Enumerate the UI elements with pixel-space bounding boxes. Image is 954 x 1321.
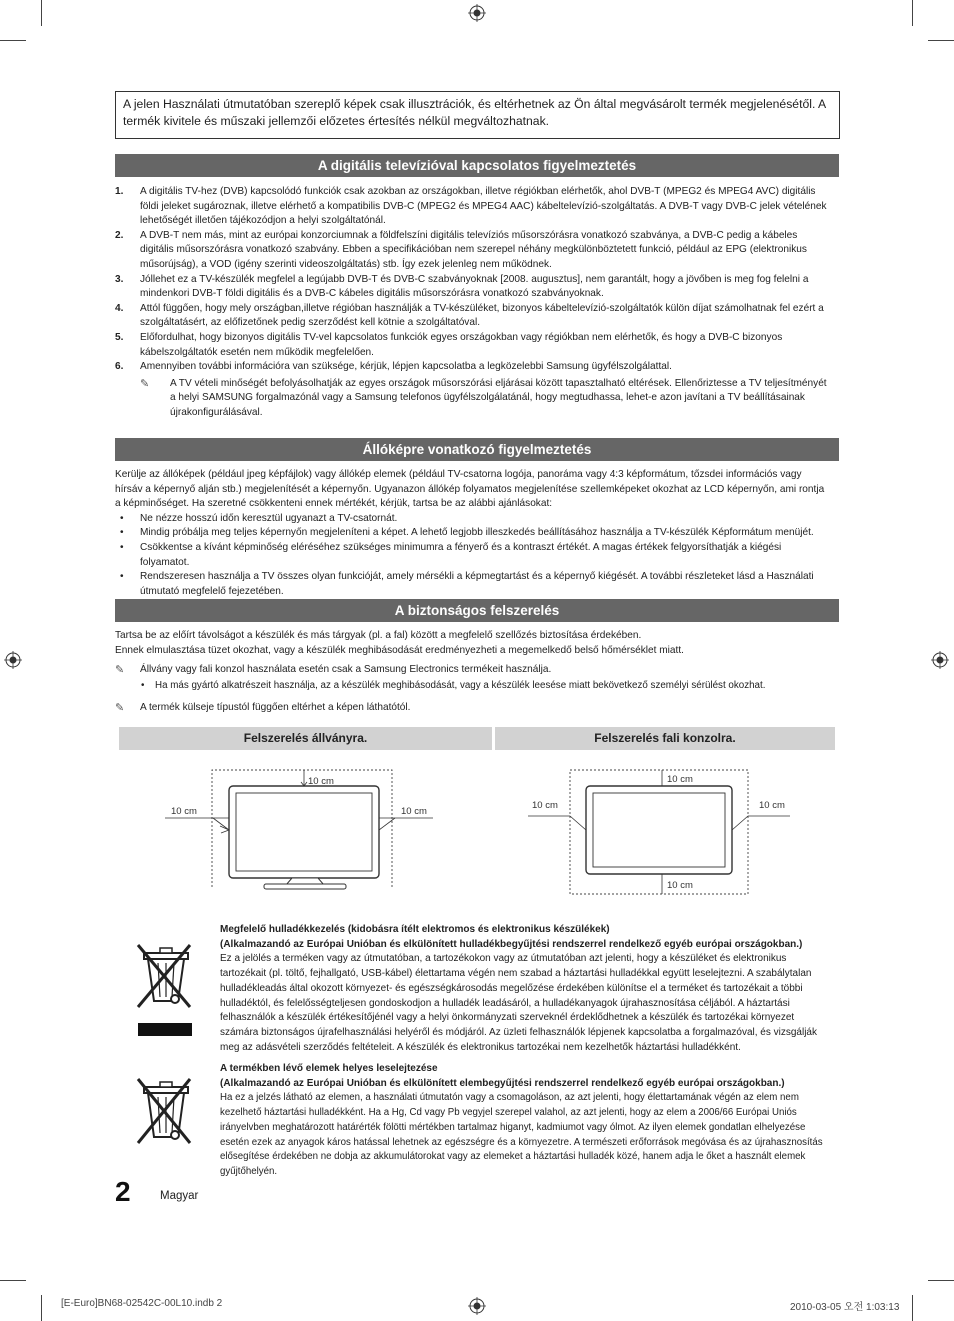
list-item: • Ne nézze hosszú időn keresztül ugyanazt a TV-csatornát. — [115, 512, 831, 527]
registration-mark-icon — [931, 651, 949, 669]
crossed-bin-icon — [134, 937, 194, 1037]
stand-install-diagram — [165, 762, 445, 892]
clearance-label-right: 10 cm — [401, 806, 427, 817]
list-item: 4. Attól függően, hogy mely országban,illetve régióban használják a TV-készüléket, bizonyos kábeltelevízió-szolgáltatók külön díjat számolhatnak fel ezért a szolgáltatásért, az előfizetőnek pedig szerződést kell kötnie a szolgáltatóval. — [115, 302, 824, 329]
clearance-label-left: 10 cm — [532, 800, 558, 811]
section-heading-still-image: Állóképre vonatkozó figyelmeztetés — [115, 438, 839, 461]
still-image-bullets — [115, 512, 831, 600]
crop-mark — [928, 40, 954, 41]
bullet-icon: • — [120, 512, 124, 524]
clearance-label-bottom: 10 cm — [667, 880, 693, 891]
safe-installation-text: Tartsa be az előírt távolságot a készülék és más tárgyak (pl. a fal) között a megfelelő szellőzés biztosítása érdekében. Ennek elmulasztása tüzet okozhat, vagy a készülék meghibásodását eredményezheti a megemelkedő belső hőmérséklet miatt. ✎ Állvány vagy fali konzol használata esetén csak a Samsung Electronics termékeit használja. • Ha más gyártó alkatrészeit használja, az a készülék meghibásodását, vagy a készülék leesése miatt bekövetkező személyi sérülést okozhat. ✎ A termék külseje típustól függően eltérhet a képen láthatótól. — [115, 629, 831, 716]
still-image-text — [115, 468, 831, 599]
weee-battery-title: A termékben lévő elemek helyes leselejtezése — [220, 1063, 438, 1074]
list-item: 5. Előfordulhat, hogy bizonyos digitális TV-vel kapcsolatos funkciók egyes országokban vagy régiókban nem elérhetők, és hogy a DVB-C bizonyos kábelszolgáltatók esetén nem működik megfelelően. — [115, 331, 783, 358]
crop-mark — [41, 1295, 42, 1321]
bullet-icon: • — [141, 679, 145, 691]
crop-mark — [0, 40, 26, 41]
bullet-icon: • — [120, 527, 124, 539]
page-language: Magyar — [160, 1190, 199, 1202]
registration-mark-icon — [468, 1297, 486, 1315]
weee-electronics-text — [220, 923, 832, 1055]
list-item: • Rendszeresen használja a TV összes olyan funkcióját, amely mérsékli a képmegtartást és a képernyő kiégését. A további részleteket lásd a Használati útmutató megfelelő fejezetében. — [120, 571, 814, 597]
page-number: 2 — [115, 1176, 131, 1207]
notice-box: A jelen Használati útmutatóban szereplő képek csak illusztrációk, és eltérhetnek az Ön által megvásárolt termék megjelenésétől. A termék kivitele és műszaki jellemzői előzetes értesítés nélkül megváltozhatnak. — [115, 91, 840, 139]
bullet-icon: • — [120, 541, 124, 553]
section-heading-digital-tv: A digitális televízióval kapcsolatos figyelmeztetés — [115, 154, 839, 177]
footer-timestamp: 2010-03-05 오전 1:03:13 — [790, 1302, 900, 1313]
still-image-intro: Kerülje az állóképek (például jpeg képfájlok) vagy állókép elemek (például TV-csatorna logója, panoráma vagy 4:3 képformátum, tőzsdei információs vagy hírsáv a képernyő alján stb.) megjelenítését a képernyőn. Ugyanazon állókép folyamatos megjelenítése szellemképeket okozhat az LCD képernyőn, ami rontja a képminőséget. Ha szeretné csökkenteni ennek mértékét, kérjük, tartsa be az alábbi ajánlásokat: — [115, 469, 825, 510]
registration-mark-icon — [4, 651, 22, 669]
note: ✎ Állvány vagy fali konzol használata esetén csak a Samsung Electronics termékeit használja. — [115, 664, 552, 677]
clearance-label-left: 10 cm — [171, 806, 197, 817]
clearance-label-top: 10 cm — [667, 774, 693, 785]
stand-install-header: Felszerelés állványra. — [119, 727, 492, 750]
crop-mark — [0, 1280, 26, 1281]
list-item: 6. Amennyiben további információra van szüksége, kérjük, lépjen kapcsolatba a legközelebbi Samsung ügyfélszolgálattal. ✎ A TV vételi minőségét befolyásolhatják az egyes országok műsorszórási eljárásai között tapasztalható eltérések. Ellenőriztesse a TV teljesítményét a helyi SAMSUNG forgalmazónál vagy a Samsung telefonos ügyfélszolgálatánál, hogy megtudhassa, lehet-e azon javítani a TV beállításainak újrakonfigurálásával. — [115, 360, 831, 420]
registration-mark-icon — [468, 4, 486, 22]
bullet-icon: • — [120, 571, 124, 583]
clearance-label-top: 10 cm — [308, 776, 334, 787]
digital-tv-list — [115, 185, 831, 421]
crop-mark — [41, 0, 42, 26]
crossed-battery-bin-icon — [134, 1075, 194, 1150]
list-item: 2. A DVB-T nem más, mint az európai konzorciumnak a földfelszíni digitális televíziós műsorszórásra vonatkozó szabványa, a DVB-C pedig a kábeles digitális műsorszórásra vonatkozó szabvány. Ebben a specifikációban nem szerepel néhány megkülönböztetett funkció, például az EPG (elektronikus műsorújság), a VOD (igény szerinti videoszolgáltatás) stb. Így ezek jelenleg nem működnek. — [115, 229, 807, 270]
crop-mark — [928, 1280, 954, 1281]
note-pencil-icon: ✎ — [115, 702, 125, 715]
weee-electronics-title: Megfelelő hulladékkezelés (kidobásra ítélt elektromos és elektronikus készülékek) — [220, 924, 610, 935]
weee-electronics-subtitle: (Alkalmazandó az Európai Unióban és elkülönített hulladékbegyűjtési rendszerrel rendelkező egyéb európai országokban.) — [220, 938, 803, 950]
list-item: 3. Jóllehet ez a TV-készülék megfelel a legújabb DVB-T és DVB-C szabványoknak [2008. augusztus], nem garantált, hogy a jövőben is meg fog felelni a mindenkori DVB-T földi digitális és a DVB-C kábeles digitális műsorszórásra vonatkozó szabványoknak. — [115, 273, 809, 300]
crop-mark — [912, 1295, 913, 1321]
crop-mark — [912, 0, 913, 26]
note: ✎ A TV vételi minőségét befolyásolhatják az egyes országok műsorszórási eljárásai között tapasztalható eltérések. Ellenőriztesse a TV teljesítményét a helyi SAMSUNG forgalmazónál vagy a Samsung telefonos ügyfélszolgálatánál, hogy megtudhassa, lehet-e azon javítani a TV beállításainak újrakonfigurálásával. — [140, 377, 827, 418]
weee-battery-subtitle: (Alkalmazandó az Európai Unióban és elkülönített elembegyűjtési rendszerrel rendelkező egyéb európai országokban.) — [220, 1077, 785, 1089]
clearance-label-right: 10 cm — [759, 800, 785, 811]
weee-battery-body: Ha ez a jelzés látható az elemen, a használati útmutatón vagy a csomagoláson, az azt jelenti, hogy élettartamának végén az elem nem kezelhető háztartási hulladékként. Ha a Hg, Cd vagy Pb vegyjel szerepel valahol, az azt jelenti, hogy az elem a 2006/66 Európai Uniós irányelvben meghatározott határérték fölötti mértékben tartalmaz higanyt, kadmiumot vagy ólmot. Az ilyen elemek gondatlan elhelyezése esetén ezek az anyagok káros hatással lehetnek az egészségre és a környezetre. A természeti erőforrások megóvása és az újrahasznosítás elősegítése érdekében ne dobja az akkumulátorokat vagy az elemeket a háztartási hulladék közé, hanem adja le őket a használt elemek gyűjtőhelyén. — [220, 1092, 823, 1177]
list-item: • Mindig próbálja meg teljes képernyőn megjeleníteni a képet. A lehető legjobb illeszkedés beállításához használja a TV-készülék Képformátum menüjét. — [115, 526, 831, 541]
list-item: • Csökkentse a kívánt képminőség eléréséhez szükséges minimumra a fényerő és a kontraszt értékét. A magas értékek felgyorsíthatják a kiégési folyamatot. — [120, 541, 782, 568]
note-pencil-icon: ✎ — [140, 377, 150, 390]
section-heading-safe-installation: A biztonságos felszerelés — [115, 599, 839, 622]
wall-install-diagram — [528, 764, 798, 899]
weee-electronics-body: Ez a jelölés a terméken vagy az útmutatóban, a tartozékokon vagy az útmutatóban azt jelenti, hogy a készüléket és elektronikus tartozékait (pl. töltő, fejhallgató, USB-kábel) élettartama végén nem szabad a háztartási hulladékkal együtt leselejtezni. A szabálytalan hulladékleadás által okozott környezet- és egészségkárosodás megelőzése érdekében különítse el a terméket és tartozékait a többi hulladéktól, és felelősségteljesen gondoskodjon a hulladék leadásáról, a hulladékanyagok újrahasznosítása céljából. A háztartási felhasználók a készülék értékesítőjénél vagy a helyi önkormányzati szerveknél érdeklődhetnek a készülék és tartozékai környezet számára biztonságos újrafelhasználási helyéről és módjáról. Az üzleti felhasználók lépjenek kapcsolatba a forgalmazóval, és vizsgálják meg az adásvételi szerződés feltételeit. A készülék és elektronikus tartozékai nem kezelhetők háztartási hulladékként. — [220, 953, 817, 1053]
sub-bullet: • Ha más gyártó alkatrészeit használja, az a készülék meghibásodását, vagy a készülék leesése miatt bekövetkező személyi sérülést okozhat. — [115, 679, 831, 694]
list-item: 1. A digitális TV-hez (DVB) kapcsolódó funkciók csak azokban az országokban, illetve régiókban elérhetők, ahol DVB-T (MPEG2 és MPEG4 AVC) digitális földi jeleket sugároznak, illetve elérhető a kompatibilis DVB-C (MPEG2 és MPEG4 AAC) kábeltelevízió-szolgáltatás. A DVB-T vagy DVB-C jelek vételének lehetőségét illetően tájékozódjon a helyi szolgáltatónál. — [115, 186, 827, 227]
note: ✎ A termék külseje típustól függően eltérhet a képen láthatótól. — [115, 702, 411, 715]
footer-file-info: [E-Euro]BN68-02542C-00L10.indb 2 — [61, 1298, 223, 1309]
note-pencil-icon: ✎ — [115, 664, 125, 677]
weee-battery-text — [220, 1062, 832, 1180]
wall-install-header: Felszerelés fali konzolra. — [495, 727, 835, 750]
